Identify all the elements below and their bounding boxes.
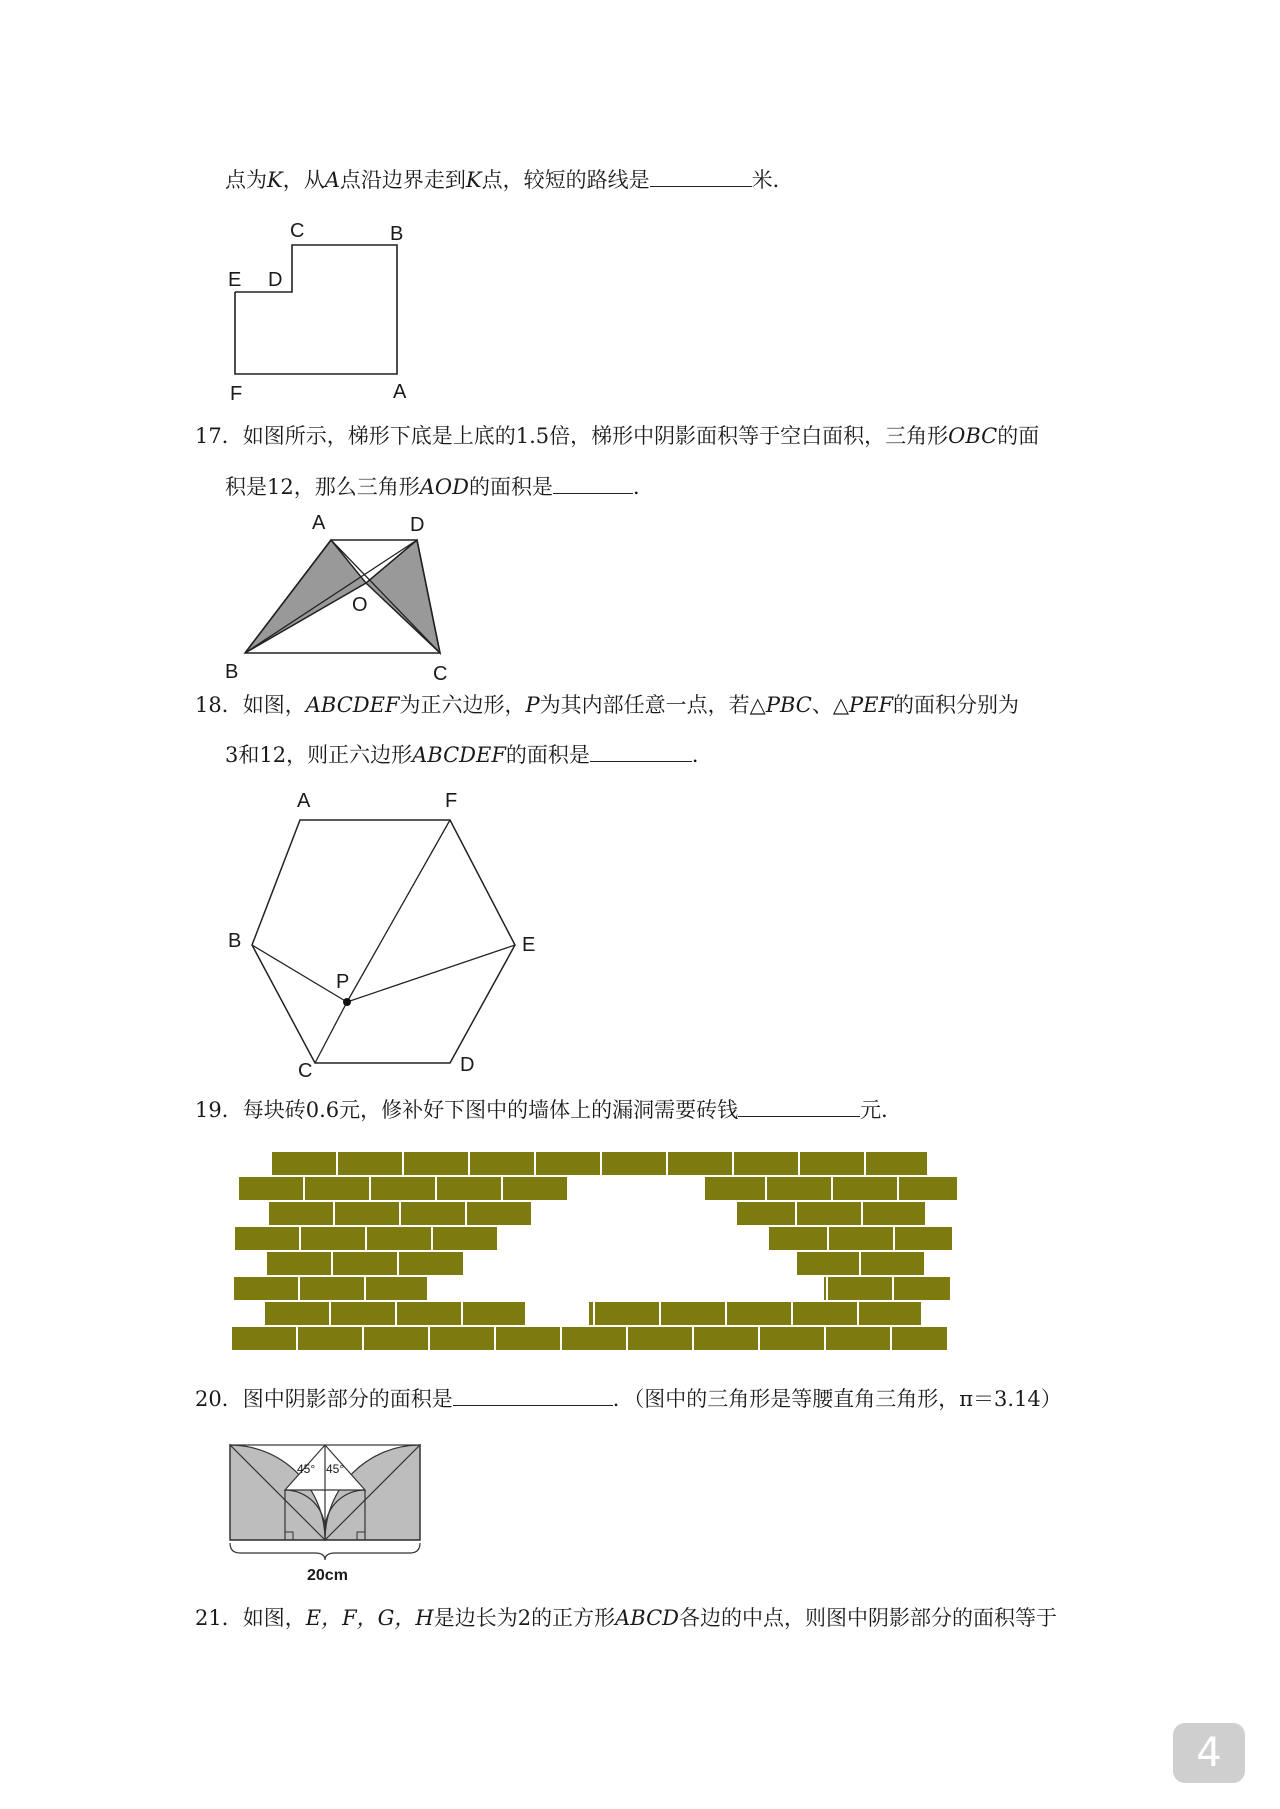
- brick: [667, 1151, 733, 1176]
- brick: [858, 1301, 922, 1326]
- label-D: D: [268, 269, 283, 291]
- brick: [436, 1176, 502, 1201]
- q17-text-line-2: 积是12，那么三角形AOD的面积是 ．: [225, 475, 654, 499]
- brick: [627, 1326, 693, 1351]
- brick: [865, 1151, 928, 1176]
- label-E: E: [228, 269, 242, 291]
- brick: [231, 1326, 297, 1351]
- label-A: A: [312, 512, 326, 534]
- label-F: F: [445, 790, 458, 812]
- brick: [766, 1176, 832, 1201]
- answer-blank[interactable]: [553, 473, 633, 494]
- brick: [299, 1276, 365, 1301]
- brick: [704, 1176, 766, 1201]
- q18-text-line-1: 18．如图，ABCDEF为正六边形，P为其内部任意一点，若△PBC、△PEF的面积分别为: [195, 693, 1020, 717]
- brick: [271, 1151, 337, 1176]
- label-D: D: [460, 1054, 475, 1076]
- q21-text-line: 21．如图，E，F，G，H是边长为2的正方形ABCD各边的中点，则图中阴影部分的面积等于: [195, 1606, 1058, 1630]
- brick: [693, 1326, 759, 1351]
- brick: [334, 1201, 400, 1226]
- brick: [532, 1201, 533, 1226]
- q19-text-line: 19．每块砖0.6元，修补好下图中的墙体上的漏洞需要砖钱 元．: [195, 1098, 903, 1122]
- label-O: O: [352, 594, 368, 616]
- answer-blank[interactable]: [453, 1385, 613, 1406]
- brick: [828, 1226, 894, 1251]
- q16-figure: [220, 210, 440, 410]
- brick: [300, 1226, 366, 1251]
- hexagon: [252, 820, 515, 1063]
- label-C: C: [298, 1060, 313, 1082]
- brick: [238, 1176, 304, 1201]
- brick: [898, 1176, 958, 1201]
- q20-text-line: 20．图中阴影部分的面积是 ．（图中的三角形是等腰直角三角形，π＝3.14）: [195, 1387, 1062, 1411]
- brick: [366, 1226, 432, 1251]
- brick: [234, 1226, 300, 1251]
- brick: [561, 1326, 627, 1351]
- q17-text-line-1: 17．如图所示，梯形下底是上底的1.5倍，梯形中阴影面积等于空白面积，三角形OBC的面: [195, 424, 1040, 448]
- label-E: E: [522, 934, 536, 956]
- brick: [398, 1251, 464, 1276]
- brick: [264, 1301, 330, 1326]
- dimension-brace: [230, 1543, 420, 1560]
- brick: [825, 1326, 891, 1351]
- brick: [304, 1176, 370, 1201]
- brick: [733, 1151, 799, 1176]
- brick: [268, 1201, 334, 1226]
- brick: [535, 1151, 601, 1176]
- label-B: B: [390, 223, 404, 245]
- brick: [759, 1326, 825, 1351]
- brick: [768, 1226, 828, 1251]
- brick: [832, 1176, 898, 1201]
- brick: [827, 1276, 893, 1301]
- brick: [498, 1226, 500, 1251]
- angle-label-2: 45°: [326, 1462, 345, 1476]
- brick: [796, 1251, 860, 1276]
- label-A: A: [393, 381, 407, 403]
- brick: [403, 1151, 469, 1176]
- brick: [894, 1226, 953, 1251]
- brick: [862, 1201, 926, 1226]
- brick: [799, 1151, 865, 1176]
- brick: [736, 1201, 796, 1226]
- label-A: A: [297, 790, 311, 812]
- page-number-badge: 4: [1173, 1723, 1245, 1783]
- q16-text-line: 点为K，从A点沿边界走到K点，较短的路线是 米．: [225, 168, 794, 192]
- answer-blank[interactable]: [590, 741, 692, 762]
- brick: [502, 1176, 568, 1201]
- dimension-label: 20cm: [307, 1567, 348, 1584]
- brick: [860, 1251, 925, 1276]
- brick: [893, 1276, 951, 1301]
- brick: [660, 1301, 726, 1326]
- point-P: [343, 998, 351, 1006]
- q17-figure: [220, 505, 460, 685]
- angle-label-1: 45°: [297, 1462, 316, 1476]
- brick: [464, 1251, 466, 1276]
- brick: [363, 1326, 429, 1351]
- answer-blank[interactable]: [650, 166, 752, 187]
- label-F: F: [230, 383, 243, 405]
- label-B: B: [228, 930, 242, 952]
- label-P: P: [336, 971, 350, 993]
- brick: [594, 1301, 660, 1326]
- q18-text-line-2: 3和12，则正六边形ABCDEF的面积是 ．: [225, 743, 713, 767]
- brick: [400, 1201, 466, 1226]
- label-D: D: [410, 514, 425, 536]
- brick: [332, 1251, 398, 1276]
- brick: [370, 1176, 436, 1201]
- brick: [462, 1301, 526, 1326]
- q16-l-shape: [235, 245, 397, 374]
- brick: [469, 1151, 535, 1176]
- brick: [330, 1301, 396, 1326]
- answer-blank[interactable]: [738, 1096, 860, 1117]
- brick: [337, 1151, 403, 1176]
- brick: [466, 1201, 532, 1226]
- label-C: C: [290, 220, 305, 242]
- label-B: B: [225, 661, 239, 683]
- brick: [297, 1326, 363, 1351]
- brick: [601, 1151, 667, 1176]
- brick: [365, 1276, 428, 1301]
- brick: [726, 1301, 792, 1326]
- q20-figure: [225, 1435, 435, 1590]
- q18-figure: [220, 785, 550, 1085]
- brick: [266, 1251, 332, 1276]
- brick: [233, 1276, 299, 1301]
- brick: [495, 1326, 561, 1351]
- brick: [796, 1201, 862, 1226]
- brick: [891, 1326, 948, 1351]
- brick: [792, 1301, 858, 1326]
- brick: [432, 1226, 498, 1251]
- q19-brick-wall: [228, 1150, 968, 1365]
- brick: [429, 1326, 495, 1351]
- brick: [396, 1301, 462, 1326]
- label-C: C: [433, 663, 448, 685]
